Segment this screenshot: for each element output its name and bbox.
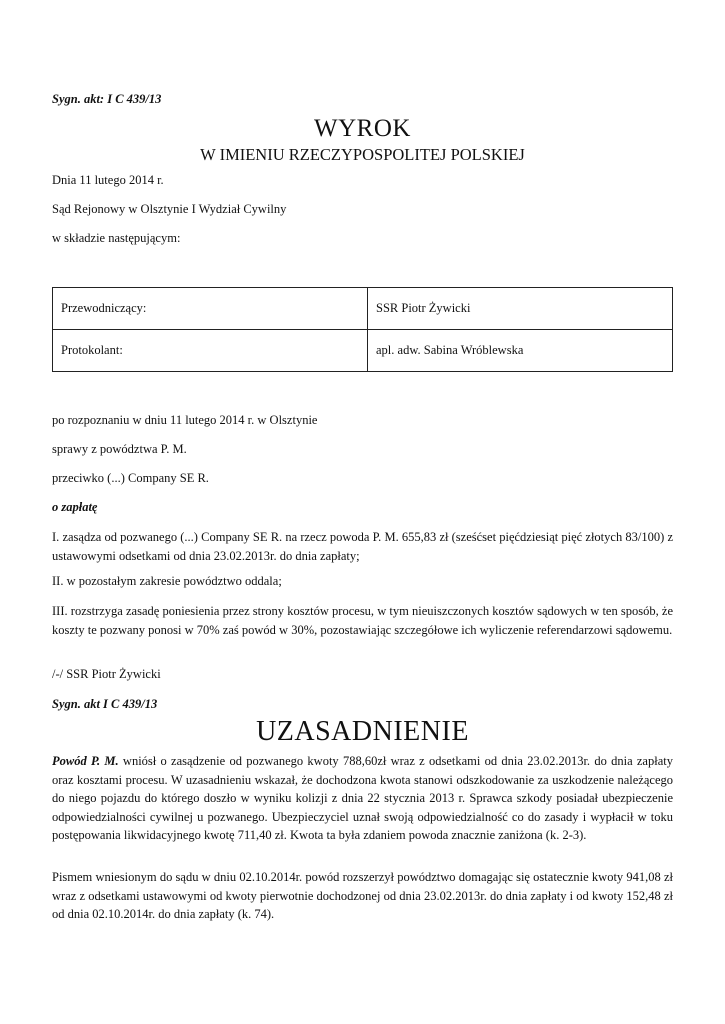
role-cell: Protokolant: [53,330,368,372]
justification-signature: Sygn. akt I C 439/13 [52,697,158,711]
table-row [53,288,673,330]
name-cell: SSR Piotr Żywicki [368,288,673,330]
justification-paragraph-2: Pismem wniesionym do sądu w dniu 02.10.2014r. powód rozszerzył powództwo domagając się ostatecznie kwoty 941,08 zł wraz z odsetkami ustawowymi od kwoty pierwotnie dochodzonej od dnia 23.02.2013r. do dnia zapłaty i od kwoty 152,48 zł od dnia 02.10.2014r. do dnia zapłaty (k. 74). [52,870,673,921]
ruling-point-3: III. rozstrzyga zasadę poniesienia przez strony kosztów procesu, w tym nieuiszczonych kosztów sądowych w ten sposób, że koszty te pozwany ponosi w 70% zaś powód w 30%, pozostawiając szczegółowe ich wyliczenie referendarzowi sądowemu. [52,604,673,637]
judge-signature: /-/ SSR Piotr Żywicki [52,667,161,681]
table-row [53,330,673,372]
justification-title: UZASADNIENIE [256,716,469,747]
judgment-date: Dnia 11 lutego 2014 r. [52,173,164,187]
subject-line: o zapłatę [52,500,98,514]
name-cell: apl. adw. Sabina Wróblewska [368,330,673,372]
judgment-title: WYROK [314,115,411,142]
paragraph-text: wniósł o zasądzenie od pozwanego kwoty 788,60zł wraz z odsetkami od dnia 23.02.2013r. do dnia zapłaty oraz kosztami procesu. W uzasadnieniu wskazał, że dochodzona kwota stanowi odszkodowanie za uszkodzenie należącego do niego pojazdu do którego doszło w wyniku kolizji z dnia 22 stycznia 2013 r. Sprawca szkody posiadał ubezpieczenie odpowiedzialności cywilnej u pozwanego. Ubezpieczyciel uznał swoją odpowiedzialność co do zasady i wypłacił w toku postępowania likwidacyjnego kwotę 711,40 zł. Kwota ta była zdaniem powoda znacznie zaniżona (k. 2-3). [52,754,673,842]
case-of-line: sprawy z powództwa P. M. [52,442,187,456]
ruling-point-1: I. zasądza od pozwanego (...) Company SE R. na rzecz powoda P. M. 655,83 zł (sześćset pięćdziesiąt pięć złotych 83/100) z ustawowymi odsetkami od dnia 23.02.2013r. do dnia zapłaty; [52,530,673,563]
plaintiff-lead: Powód P. M. [52,754,119,768]
court-name: Sąd Rejonowy w Olsztynie I Wydział Cywilny [52,202,287,216]
against-line: przeciwko (...) Company SE R. [52,471,209,485]
composition-table [52,287,673,372]
justification-paragraph-1 [52,752,673,845]
role-cell: Przewodniczący: [53,288,368,330]
composition-label: w składzie następującym: [52,231,181,245]
judgment-subtitle: W IMIENIU RZECZYPOSPOLITEJ POLSKIEJ [200,145,525,164]
ruling-point-2: II. w pozostałym zakresie powództwo oddala; [52,574,282,588]
hearing-line: po rozpoznaniu w dniu 11 lutego 2014 r. w Olsztynie [52,413,318,427]
case-signature: Sygn. akt: I C 439/13 [52,92,162,106]
